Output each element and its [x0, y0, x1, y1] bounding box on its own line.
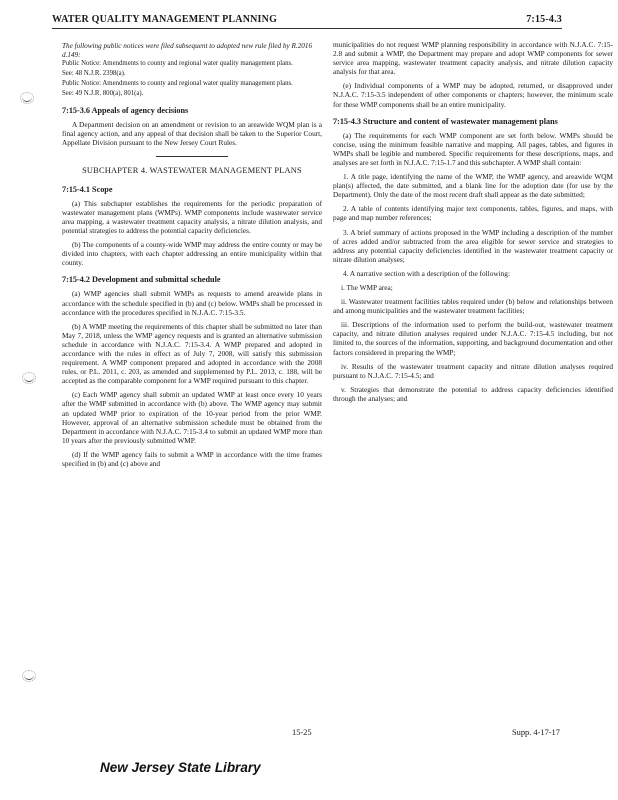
- page-number: 15-25: [292, 728, 312, 737]
- paragraph: (c) Each WMP agency shall submit an updated WMP at least once every 10 years after the WMP submitted in accordance with (b) above. The WMP agency may submit an updated WMP prior to expiration of the 10-year period from the prior WMP. However, approval of an alternative submission schedule must be obtained from the Department in accordance with N.J.A.C. 7:15-3.4 to submit an updated WMP more than 10 years after the previously submitted WMP.: [62, 390, 322, 445]
- binder-hole-icon: [22, 670, 36, 684]
- list-item: 2. A table of contents identifying major text components, tables, figures, and maps, with page and map number references;: [333, 204, 613, 223]
- left-column: [62, 40, 322, 473]
- supplement-date: Supp. 4-17-17: [512, 728, 560, 737]
- right-column: [333, 40, 613, 408]
- notice-citation: See: 48 N.J.R. 2398(a).: [62, 70, 126, 77]
- list-item: 1. A title page, identifying the name of the WMP, the WMP agency, and areawide WQM plan(s) affected, the date submitted, and a blank line for the adoption date (for use by the Department). Only the date of the most recent draft shall appear as the date submitted;: [333, 172, 613, 200]
- subchapter-title: SUBCHAPTER 4. WASTEWATER MANAGEMENT PLANS: [82, 166, 302, 176]
- paragraph: (b) The components of a county-wide WMP may address the entire county or may be divided into chapters, with each chapter addressing an entire municipality within that county.: [62, 240, 322, 268]
- public-notice: Public Notice: Amendments to county and regional water quality management plans.: [62, 60, 293, 67]
- section-heading-4-1: 7:15-4.1 Scope: [62, 184, 113, 194]
- paragraph: (d) If the WMP agency fails to submit a WMP in accordance with the time frames specified in (b) and (c) above and: [62, 449, 322, 469]
- notice-intro: The following public notices were filed subsequent to adopted new rule filed by R.2016 d.149:: [62, 42, 313, 59]
- paragraph: A Department decision on an amendment or revision to an areawide WQM plan is a final agency action, and any appeal of that decision shall be taken to the Superior Court, Appellate Division pursuant to the New Jersey Court Rules.: [62, 120, 322, 148]
- section-heading-3-6: 7:15-3.6 Appeals of agency decisions: [62, 106, 189, 115]
- sub-list-item: iv. Results of the wastewater treatment capacity and nitrate dilution analyses required pursuant to N.J.A.C. 7:15-4.5; and: [333, 361, 613, 380]
- sub-list-item: v. Strategies that demonstrate the potential to address capacity deficiencies identified through the analyses; and: [333, 384, 613, 403]
- running-header: [52, 14, 562, 29]
- paragraph: municipalities do not request WMP planning responsibility in accordance with N.J.A.C. 7:15-2.8 and submit a WMP, the Department may prepare and adopt WMP components for sewer service area mapping, wastewater treatment capacity analysis, and nitrate dilution capacity analysis for that area.: [333, 40, 613, 77]
- section-number: 7:15-4.3: [526, 14, 562, 25]
- paragraph: (a) WMP agencies shall submit WMPs as requests to amend areawide plans in accordance with the schedule specified in (b) and (c) below. WMPs shall be processed in accordance with the procedures specified in N.J.A.C. 7:15-3.5.: [62, 289, 322, 317]
- binder-hole-icon: [20, 92, 34, 106]
- paragraph: (a) This subchapter establishes the requirements for the periodic preparation of wastewater management plans (WMPs). WMP components include wastewater service area mapping, a wastewater treatment capacity analysis, a nitrate dilution analysis, and potential strategies to address the potential capacity deficiencies.: [62, 198, 322, 236]
- section-heading-4-3: 7:15-4.3 Structure and content of wastewater management plans: [333, 116, 558, 126]
- paragraph: (a) The requirements for each WMP component are set forth below. WMPs should be concise, using the minimum feasible narrative and mapping. All pages, tables, and figures in WMPs shall be legible and numbered. Specific requirements for these descriptions, maps, and analyses are set forth in N.J.A.C. 7:15-1.7 and this subchapter. A WMP shall contain:: [333, 130, 613, 167]
- notice-citation: See: 49 N.J.R. 800(a), 801(a).: [62, 90, 144, 97]
- chapter-title: WATER QUALITY MANAGEMENT PLANNING: [52, 14, 278, 25]
- sub-list-item: ii. Wastewater treatment facilities tables required under (b) below and relationships between and among municipalities and the wastewater treatment facilities;: [333, 297, 613, 316]
- paragraph: (e) Individual components of a WMP may be adopted, returned, or disapproved under N.J.A.C. 7:15-3.5 independent of other components or chapters; however, the minimum scale for these WMP components shall be an entire municipality.: [333, 81, 613, 109]
- paragraph: (b) A WMP meeting the requirements of this chapter shall be submitted no later than May 7, 2018, unless the WMP agency requests and is granted an alternative submission schedule in accordance with N.J.A.C. 7:15-3.4. A WMP prepared and adopted in accordance with the rules in effect as of July 7, 2008, will satisfy this submission requirement. A WMP component prepared and adopted in accordance with the 2008 rules, or P.L. 2011, c. 203, as amended and supplemented by P.L. 2013, c. 188, will be accepted as the comparable component for a WMP required pursuant to this chapter.: [62, 321, 322, 386]
- list-item: 3. A brief summary of actions proposed in the WMP including a description of the number of acres added and/or subtracted from the area eligible for sewer service and strategies to address any potential capacity deficiencies identified in the wastewater treatment capacity or nitrate dilution analyses;: [333, 227, 613, 264]
- list-item: 4. A narrative section with a description of the following:: [343, 268, 510, 278]
- binder-hole-icon: [22, 372, 36, 386]
- sub-list-item: iii. Descriptions of the information used to perform the build-out, wastewater treatment capacity, and nitrate dilution analyses required under N.J.A.C. 7:15-4.5 including, but not limited to, the sources of the information, supporting, and background documentation and other factors considered in preparing the WMP;: [333, 320, 613, 357]
- section-heading-4-2: 7:15-4.2 Development and submittal schedule: [62, 275, 221, 285]
- divider: [156, 156, 228, 157]
- public-notice: Public Notice: Amendments to county and regional water quality management plans.: [62, 80, 293, 87]
- library-watermark: New Jersey State Library: [100, 760, 261, 775]
- sub-list-item: i. The WMP area;: [341, 282, 393, 292]
